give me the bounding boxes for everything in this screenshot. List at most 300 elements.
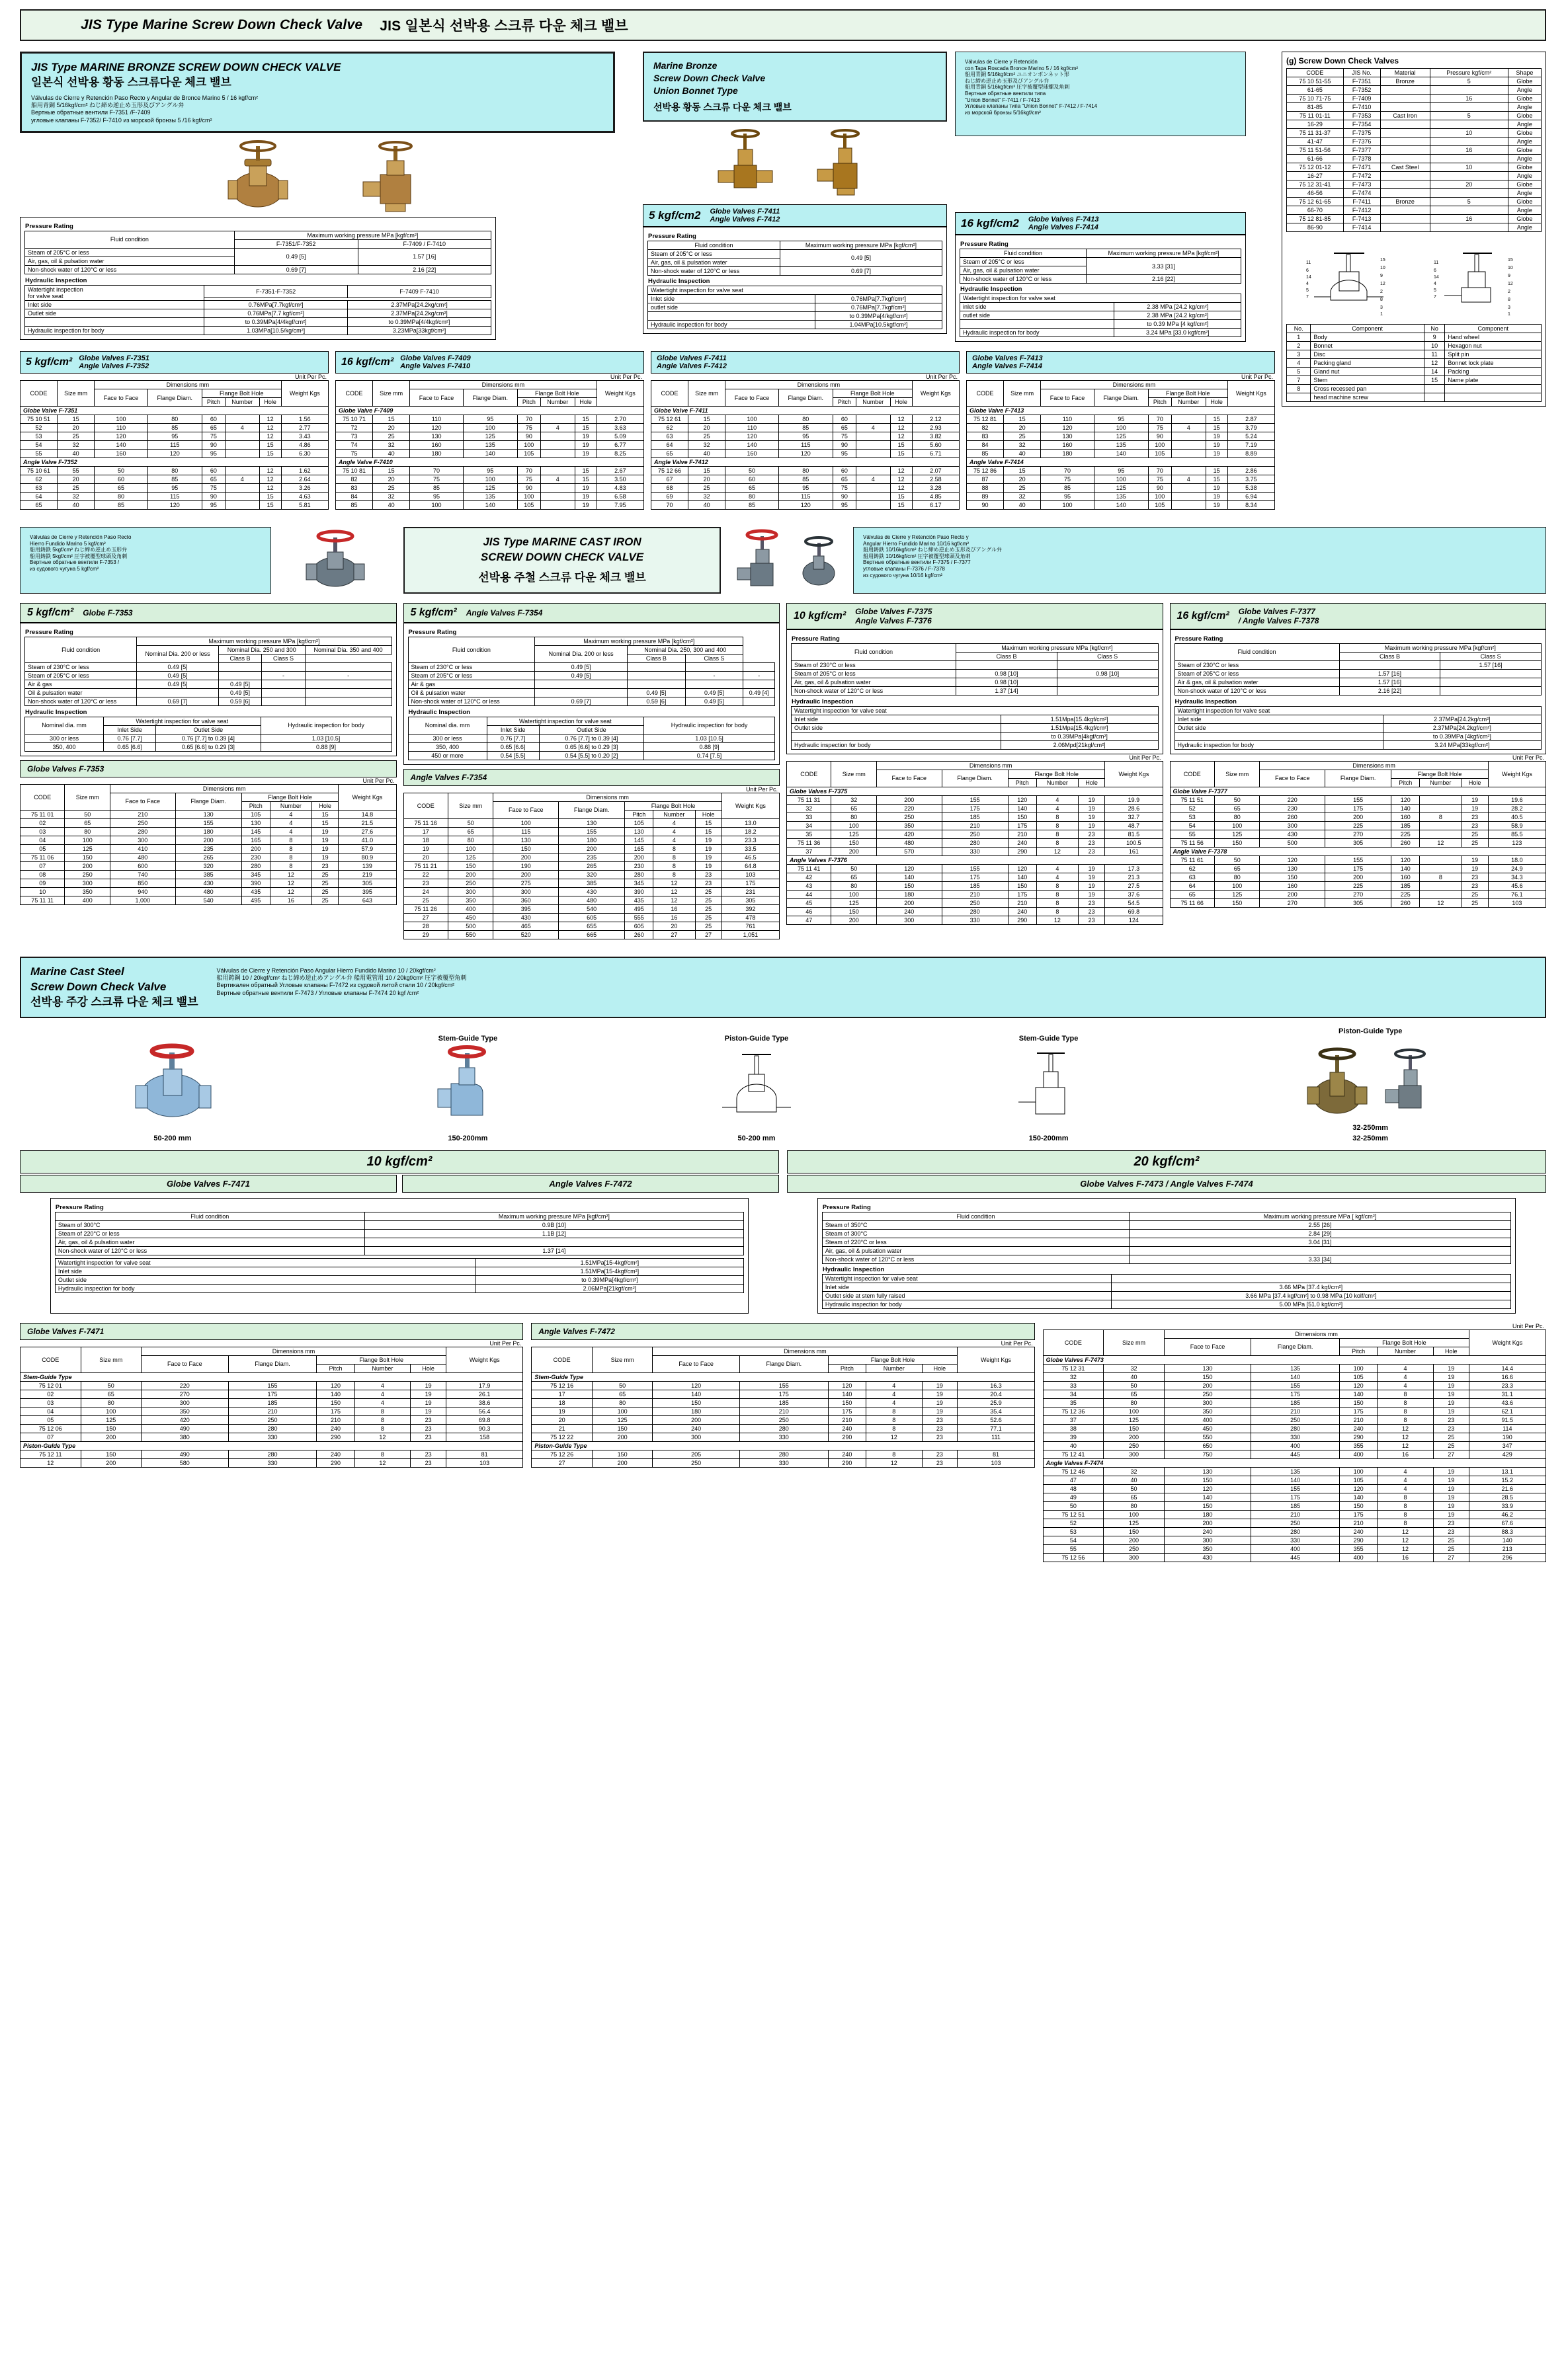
dim-cell-0: 75 11 61	[1170, 855, 1214, 864]
dim-cell-4: 345	[625, 879, 653, 887]
pr10-cond: Non-shock water of 120°C or less	[55, 1246, 364, 1255]
dim-th-hole: Hole	[1079, 778, 1105, 787]
pr-val-1: 0.49 [5]	[628, 688, 686, 697]
dim-cell-3: 155	[1325, 855, 1391, 864]
dim-cell-4: 290	[317, 1433, 354, 1441]
dim-cell-2: 490	[142, 1424, 229, 1433]
dim-cell-7: 231	[721, 887, 779, 896]
dim-cell-7: 2.77	[281, 424, 328, 432]
dim-cell-5: 4	[866, 1381, 922, 1390]
dim-group-label: Globe Valves F-7375	[787, 787, 1163, 795]
panel-g-cell-2: Bronze	[1380, 198, 1430, 206]
dim-cell-7: 28.6	[1105, 804, 1163, 813]
dim-cell-5	[540, 450, 575, 458]
dim-cell-4: 145	[241, 827, 270, 836]
band-pressure-label: 16 kgf/cm²	[1176, 610, 1229, 621]
dimensions-table	[403, 793, 780, 939]
dim-cell-0: 75 11 66	[1170, 898, 1214, 907]
panel-g-cell-3	[1430, 120, 1508, 129]
dim-cell-7: 7.95	[597, 501, 643, 510]
dim-cell-6: 25	[1462, 830, 1488, 838]
dim-cell-3: 115	[778, 493, 833, 501]
comp-no-2	[1424, 393, 1445, 402]
dim-cell-6: 19	[1433, 1501, 1469, 1510]
pr20-cond: Steam of 300°C	[822, 1229, 1129, 1238]
dim-cell-6: 19	[922, 1390, 958, 1398]
dim-cell-7: 2.70	[597, 415, 643, 424]
table-row	[25, 662, 392, 671]
dim-cell-4: 495	[241, 896, 270, 904]
union-title-1: Marine Bronze	[653, 60, 718, 71]
dim-cell-4: 605	[625, 922, 653, 930]
dim-th-face: Face to Face	[410, 389, 464, 407]
dim-cell-4: 75	[833, 432, 856, 441]
dim-group-label: Piston-Gulde Type	[532, 1441, 1034, 1450]
dim-cell-5	[856, 432, 890, 441]
dim-cell-1: 32	[1004, 441, 1041, 450]
pr-cond: Steam of 205°C or less	[1174, 669, 1339, 678]
dimension-title: Angle Valves F-7354	[403, 769, 780, 786]
dim-cell-6: 19	[1462, 795, 1488, 804]
dim-th-hole: Hole	[1433, 1347, 1469, 1355]
cast-iron-block	[20, 603, 397, 939]
pr-cond: Non-shock water of 120°C or less	[1174, 686, 1339, 695]
panel-g-cell-1: F-7409	[1343, 95, 1380, 103]
dim-cell-2: 150	[876, 881, 942, 890]
cast-iron-photo-left	[278, 527, 397, 594]
dim-cell-6: 19	[575, 432, 597, 441]
pr-val-1: 0.49 [5]	[218, 680, 261, 688]
dim-cell-6: 23	[312, 861, 339, 870]
hy-cell-0: 350, 400	[25, 742, 104, 751]
dim-group-label: Angle Valve F-7414	[967, 458, 1275, 467]
dim-cell-0: 12	[21, 1458, 81, 1467]
dim-cell-0: 83	[967, 432, 1004, 441]
dim-cell-5	[856, 484, 890, 493]
dim-cell-1: 32	[688, 441, 725, 450]
dim-cell-5: 8	[270, 836, 311, 844]
dim-cell-0: 75 11 06	[21, 853, 65, 861]
dim-cell-4: 390	[625, 887, 653, 896]
dim-cell-2: 110	[410, 415, 464, 424]
pr-val-1: 1.57 [16]	[1440, 660, 1542, 669]
dim-cell-4: 90	[1148, 432, 1171, 441]
dim-th-weight: Weight Kgs	[281, 381, 328, 407]
dim-cell-0: 84	[336, 493, 373, 501]
band-5kgf-union	[643, 204, 947, 227]
table-row	[1287, 206, 1542, 215]
dim-cell-5: 8	[1378, 1407, 1434, 1415]
dim-cell-4: 65	[833, 424, 856, 432]
dim-cell-7: 6.77	[597, 441, 643, 450]
dim-cell-0: 04	[21, 836, 65, 844]
dim-cell-1: 32	[1104, 1364, 1164, 1372]
dim-cell-3: 155	[175, 818, 241, 827]
svg-text:4: 4	[1305, 282, 1309, 286]
dim-cell-2: 180	[653, 1407, 740, 1415]
dim-cell-4: 140	[1391, 864, 1420, 873]
pr-val-0: 1.37 [14]	[956, 686, 1057, 695]
dim-cell-3: 155	[1251, 1381, 1340, 1390]
dim-cell-5: 8	[354, 1424, 411, 1433]
comp-no-2: 10	[1424, 342, 1445, 350]
table-row	[1043, 1476, 1545, 1484]
pr-th-fluid: Fluid condition	[1174, 643, 1339, 660]
dim-cell-6: 19	[312, 853, 339, 861]
dim-cell-1: 65	[1104, 1493, 1164, 1501]
cast-iron-photo-right	[727, 527, 846, 594]
hy16-r3a	[960, 320, 1114, 329]
dim-cell-5	[225, 493, 259, 501]
rn-jp3: 船用青銅 5/16kgf/cm² 圧字被覆型球螺及角刺	[965, 84, 1070, 91]
dim-cell-1: 50	[592, 1381, 652, 1390]
pressure-rating-label: Pressure Rating	[1174, 635, 1223, 643]
dim-cell-3: 200	[1325, 813, 1391, 821]
dim-cell-1: 200	[592, 1433, 652, 1441]
dim-cell-2: 420	[142, 1415, 229, 1424]
dim-cell-0: 75 12 66	[651, 467, 688, 475]
table-row	[532, 1433, 1034, 1441]
dim-cell-3: 185	[1251, 1501, 1340, 1510]
v-16-3: 2.16 [22]	[1086, 275, 1241, 284]
hy-label: Hydraulic inspection for body	[1174, 740, 1383, 749]
dim-cell-4: 105	[241, 810, 270, 818]
hy-outlet-label: Outlet side	[25, 309, 204, 317]
dim-cell-4: 290	[1340, 1536, 1378, 1544]
dim-cell-6: 19	[1433, 1407, 1469, 1415]
dim-th-flange: Flange Diam.	[1325, 770, 1391, 787]
dim-cell-3: 330	[942, 847, 1008, 855]
dim-cell-6: 19	[1462, 855, 1488, 864]
dim-th-pitch: Pitch	[1008, 778, 1036, 787]
pr-val-3	[305, 697, 392, 705]
table-row	[21, 432, 329, 441]
dim-cell-6: 19	[1206, 493, 1227, 501]
panel-g-cell-3: 16	[1430, 95, 1508, 103]
dim-th-dimensions: Dimensions mm	[1260, 761, 1488, 770]
dim-cell-2: 240	[653, 1424, 740, 1433]
dim-cell-7: 37.6	[1105, 890, 1163, 898]
dim-group-row	[967, 407, 1275, 415]
table-row	[787, 813, 1163, 821]
dim-cell-7: 41.0	[339, 836, 396, 844]
dim-cell-7: 69.8	[1105, 907, 1163, 916]
table-row	[1174, 660, 1542, 669]
pr-val-3	[743, 680, 775, 688]
dim-group-label: Globe Valves F-7473	[1043, 1355, 1545, 1364]
dim-cell-1: 40	[688, 501, 725, 510]
pr-cond: Air & gas	[408, 680, 535, 688]
dim-group-label: Angle Valve F-7378	[1170, 847, 1546, 855]
dim-cell-4: 120	[828, 1381, 866, 1390]
dim-cell-1: 20	[58, 424, 95, 432]
dim-th-size: Size mm	[1104, 1329, 1164, 1355]
hy-value: 1.51Mpa[15.4kgf/cm²]	[1001, 715, 1158, 723]
dim-cell-0: 18	[532, 1398, 593, 1407]
cs-es1: Válvulas de Cierre y Retención Paso Angular Hierro Fundido Marino 10 / 20kgf/cm²	[216, 967, 436, 974]
dim-cell-1: 200	[81, 1433, 141, 1441]
dim-th-hole: Hole	[922, 1364, 958, 1372]
table-row	[1287, 163, 1542, 172]
comp-no-2: 11	[1424, 350, 1445, 359]
dim-cell-2: 65	[725, 484, 779, 493]
dim-cell-6: 19	[1079, 890, 1105, 898]
pr-val-1	[1440, 678, 1542, 686]
hy16-r3b: to 0.39 MPa [4 kgf/cm²]	[1114, 320, 1241, 329]
pr-header-row	[25, 637, 392, 645]
dim-cell-6: 15	[259, 441, 281, 450]
unit-per-piece-label: Unit Per Pc.	[294, 374, 327, 380]
table-row	[967, 450, 1275, 458]
pr-val-1	[218, 662, 261, 671]
dim-header-row-1	[21, 784, 397, 793]
dim-cell-4: 175	[828, 1407, 866, 1415]
comp-name-2: Packing	[1445, 368, 1542, 376]
comp-no: 5	[1287, 368, 1311, 376]
dim-cell-7: 91.5	[1469, 1415, 1545, 1424]
dim-cell-4: 200	[625, 853, 653, 861]
panel-g-col-4: Shape	[1508, 69, 1541, 77]
pr-val-2	[685, 662, 743, 671]
dim-cell-1: 40	[1104, 1476, 1164, 1484]
dim-cell-5: 8	[354, 1407, 411, 1415]
dim-cell-6: 23	[411, 1415, 446, 1424]
cs-cap6: 32-250mm	[1352, 1134, 1389, 1142]
dim-cell-6: 19	[411, 1398, 446, 1407]
dim-cell-2: 140	[653, 1390, 740, 1398]
hy-cell-0: 300 or less	[25, 734, 104, 742]
dim-cell-2: 115	[493, 827, 559, 836]
dim-th-size: Size mm	[81, 1347, 141, 1372]
dim-cell-0: 75 11 21	[403, 861, 448, 870]
dim-cell-2: 410	[110, 844, 175, 853]
globe-valve-parts-diagram	[1301, 237, 1400, 320]
dim-cell-7: 3.82	[912, 432, 959, 441]
dim-cell-2: 160	[725, 450, 779, 458]
table-row	[1043, 1407, 1545, 1415]
table-row	[822, 1229, 1510, 1238]
cs-cap4: 150-200mm	[1028, 1134, 1069, 1142]
table-row	[1287, 155, 1542, 163]
dim-cell-7: 46.2	[1469, 1510, 1545, 1519]
dim-th-dimensions: Dimensions mm	[142, 1347, 446, 1355]
figure-group-5	[1301, 1027, 1440, 1142]
pr-th-class-0: Class B	[1339, 652, 1440, 660]
dim-cell-1: 80	[1214, 813, 1260, 821]
dim-cell-1: 40	[373, 501, 410, 510]
svg-text:14: 14	[1433, 275, 1439, 280]
dim-cell-7: 28.5	[1469, 1493, 1545, 1501]
svg-text:10: 10	[1380, 266, 1385, 270]
dim-cell-6: 15	[1206, 415, 1227, 424]
dim-cell-7: 16.6	[1469, 1372, 1545, 1381]
pressure-rating-panel	[786, 629, 1163, 754]
hy-th-side-0: Inlet Side	[487, 725, 539, 734]
pr-th-class-0: Class B	[628, 654, 686, 662]
table-row	[55, 1238, 743, 1246]
dim-cell-6: 19	[1079, 873, 1105, 881]
bronze-title-kr: 일본식 선박용 황동 스크류다운 체크 밸브	[31, 75, 231, 89]
dim-cell-7: 103	[446, 1458, 522, 1467]
panel-g-cell-2	[1380, 189, 1430, 198]
title-globe-7471: Globe Valves F-7471	[20, 1175, 397, 1193]
cs-title-2: Screw Down Check Valve	[30, 980, 167, 993]
dim-cell-1: 200	[592, 1458, 652, 1467]
dim-cell-1: 150	[831, 907, 877, 916]
panel-g-cell-3	[1430, 206, 1508, 215]
dim-cell-7: 5.24	[1227, 432, 1274, 441]
dim-cell-5	[540, 415, 575, 424]
pr20-hy-label: Hydraulic inspection for body	[822, 1300, 1111, 1308]
dim-cell-0: 52	[1170, 804, 1214, 813]
dim-cell-3: 280	[228, 1450, 317, 1458]
pr-val-3	[305, 662, 392, 671]
dim-cell-7: 103	[1488, 898, 1545, 907]
pr10-hydraulic-table	[55, 1258, 744, 1293]
components-header-row	[1287, 325, 1542, 333]
table-row	[1174, 723, 1542, 732]
row-steam-205: Steam of 205°C or less	[25, 248, 235, 257]
dim-cell-0: 74	[336, 441, 373, 450]
table-row	[336, 415, 644, 424]
pressure-rating-label: Pressure Rating	[792, 635, 840, 643]
dim-cell-0: 88	[967, 484, 1004, 493]
dim-cell-3: 175	[1251, 1390, 1340, 1398]
dim-cell-0: 69	[651, 493, 688, 501]
table-row	[822, 1220, 1510, 1229]
dim-cell-0: 34	[787, 821, 831, 830]
svg-text:3: 3	[1380, 305, 1383, 310]
dim-cell-7: 3.43	[281, 432, 328, 441]
dim-cell-5: 12	[1420, 898, 1462, 907]
pr-th-class-1: Class S	[685, 654, 743, 662]
dim-group-row	[787, 855, 1163, 864]
dim-th-weight: Weight Kgs	[1227, 381, 1274, 407]
band-angle-label: Angle Valves F-7352	[79, 362, 149, 370]
dim-cell-5	[225, 432, 259, 441]
dim-cell-7: 38.6	[446, 1398, 522, 1407]
dim-cell-2: 270	[1260, 898, 1325, 907]
screw-down-check-valves-panel	[1282, 52, 1546, 407]
dim-cell-6: 23	[1462, 813, 1488, 821]
table-row	[532, 1407, 1034, 1415]
panel-g-cell-1: F-7354	[1343, 120, 1380, 129]
dim-th-bolt-hole: Flange Bolt Hole	[1340, 1338, 1469, 1347]
table-row	[1287, 359, 1542, 368]
dim-cell-2: 430	[1164, 1553, 1251, 1562]
pr-val-1	[1440, 669, 1542, 678]
table-row	[651, 441, 960, 450]
pr20-hy-val: 3.66 MPa [37.4 kgf/cm²] to 0.98 MPa [10 kolf/cm²]	[1111, 1291, 1510, 1300]
dim-cell-3: 250	[228, 1415, 317, 1424]
dim-cell-6: 15	[890, 450, 912, 458]
page-title-en: JIS Type Marine Screw Down Check Valve	[81, 17, 363, 32]
dim-th-size: Size mm	[1004, 381, 1041, 407]
dim-cell-5: 4	[354, 1390, 411, 1398]
dim-cell-5: 12	[1378, 1527, 1434, 1536]
dim-cell-7: 478	[721, 913, 779, 922]
dim-cell-0: 45	[787, 898, 831, 907]
pr-val-2	[262, 662, 305, 671]
dim-cell-4: 240	[317, 1424, 354, 1433]
dim-cell-6: 19	[1433, 1493, 1469, 1501]
dim-cell-2: 120	[410, 424, 464, 432]
dim-cell-1: 15	[688, 467, 725, 475]
pr-val-1: 0.59 [6]	[218, 697, 261, 705]
dim-cell-4: 240	[1340, 1424, 1378, 1433]
table-row	[21, 467, 329, 475]
table-row	[1043, 1484, 1545, 1493]
dim-cell-2: 110	[725, 424, 779, 432]
pr20-hy-label: Inlet side	[822, 1283, 1111, 1291]
dim-th-number: Number	[653, 810, 695, 818]
table-row	[21, 1398, 523, 1407]
dim-cell-3: 95	[147, 432, 202, 441]
dim-cell-0: 40	[1043, 1441, 1104, 1450]
table-row	[1170, 873, 1546, 881]
pr-val-3	[305, 680, 392, 688]
table-row	[1287, 198, 1542, 206]
table-row	[1043, 1527, 1545, 1536]
dim-cell-7: 6.17	[912, 501, 959, 510]
table-row	[25, 734, 392, 742]
dim-th-pitch: Pitch	[625, 810, 653, 818]
table-row	[1043, 1536, 1545, 1544]
svg-text:1: 1	[1507, 312, 1510, 317]
dim-cell-0: 25	[403, 896, 448, 904]
svg-text:7: 7	[1433, 295, 1436, 299]
dim-cell-1: 50	[1214, 795, 1260, 804]
unit-per-piece-label: Unit Per Pc.	[745, 785, 778, 793]
panel-g-cell-4: Angle	[1508, 138, 1541, 146]
table-row	[403, 896, 780, 904]
band-valve-label: Angle Valves F-7354	[466, 608, 543, 617]
dim-cell-3: 140	[1251, 1372, 1340, 1381]
dim-cell-5: 4	[270, 827, 311, 836]
unit-per-piece-label: Unit Per Pc.	[1129, 754, 1161, 761]
dim-cell-5: 16	[653, 904, 695, 913]
panel-g-cell-0: 75 12 01-12	[1287, 163, 1344, 172]
dim-cell-2: 120	[725, 432, 779, 441]
pr20-body	[822, 1220, 1510, 1263]
hy-th-side-0: Inlet Side	[104, 725, 156, 734]
dim-cell-0: 75 12 61	[651, 415, 688, 424]
table-row	[25, 680, 392, 688]
dim-cell-6: 19	[1433, 1398, 1469, 1407]
dim-cell-5: 8	[653, 870, 695, 879]
dim-th-pitch: Pitch	[1340, 1347, 1378, 1355]
cast-steel-valve-photo-2	[1380, 1042, 1440, 1121]
union-bonnet-photos	[643, 127, 947, 196]
dim-cell-6: 12	[890, 475, 912, 484]
dim-cell-2: 850	[110, 879, 175, 887]
table-row	[967, 484, 1275, 493]
dim-cell-0: 48	[1043, 1484, 1104, 1493]
panel-g-cell-3	[1430, 138, 1508, 146]
pr20-hy-title: Hydraulic Inspection	[822, 1265, 885, 1273]
dim-cell-2: 160	[410, 441, 464, 450]
cs-stem-guide-2: Stem-Guide Type	[1018, 1034, 1079, 1043]
dim-cell-4: 225	[1391, 830, 1420, 838]
dim-cell-7: 20.4	[958, 1390, 1034, 1398]
table-row	[651, 475, 960, 484]
dim-cell-4: 345	[241, 870, 270, 879]
pr10-th-r: Maximum working pressure MPa [kgf/cm²]	[364, 1212, 743, 1220]
pr-val-2	[262, 680, 305, 688]
band-16kgf-label: 16 kgf/cm2	[961, 217, 1019, 229]
dim-cell-5	[540, 501, 575, 510]
dim-cell-1: 200	[81, 1458, 141, 1467]
